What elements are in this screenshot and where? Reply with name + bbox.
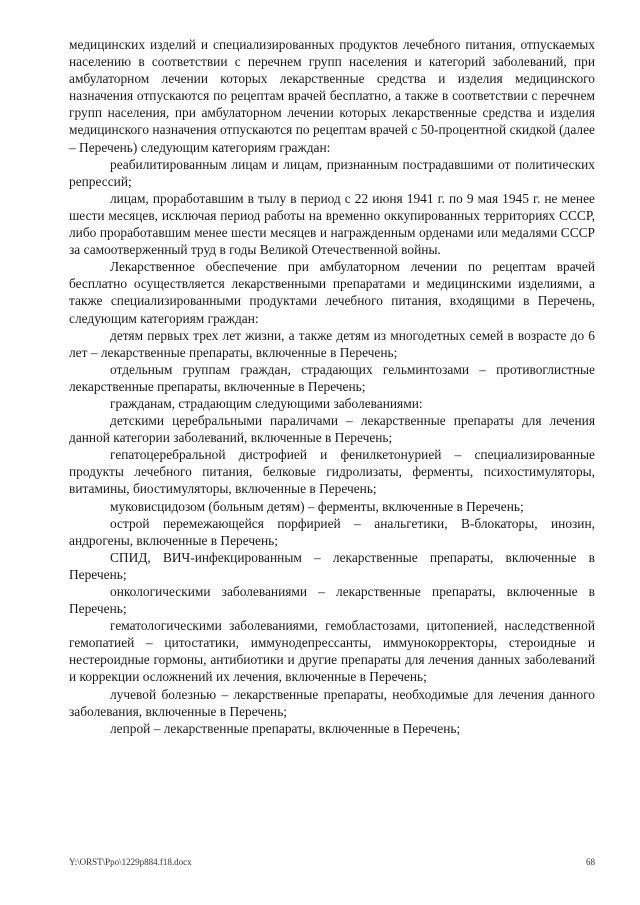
paragraph-5: детям первых трех лет жизни, а также детям из многодетных семей в возрасте до 6 лет – лекарственные препараты, включенные в Перечень;	[69, 327, 595, 360]
paragraph-13: онкологическими заболеваниями – лекарственные препараты, включенные в Перечень;	[69, 584, 595, 617]
paragraph-1: медицинских изделий и специализированных продуктов лечебного питания, отпускаемых населению в соответствии с перечнем групп населения и категорий заболеваний, при амбулаторном лечении которых лекарственные средства и изделия медицинского назначения отпускаются по рецептам врачей бесплатно, а также в соответствии с перечнем групп населения, при амбулаторном лечении которых лекарственные средства и изделия медицинского назначения отпускаются по рецептам врачей с 50-процентной скидкой (далее – Перечень) следующим категориям граждан:	[69, 37, 595, 155]
paragraph-14: гематологическими заболеваниями, гемобластозами, цитопенией, наследственной гемопатией – цитостатики, иммунодепрессанты, иммунокорректоры, стероидные и нестероидные гормоны, антибиотики и другие препараты для лечения данных заболеваний и коррекции осложнений их лечения, включенные в Перечень;	[69, 618, 595, 685]
paragraph-16: лепрой – лекарственные препараты, включенные в Перечень;	[110, 720, 461, 736]
paragraph-3: лицам, проработавшим в тылу в период с 22 июня 1941 г. по 9 мая 1945 г. не менее шести месяцев, исключая период работы на временно оккупированных территориях СССР, либо проработавшим менее шести месяцев и награжденным орденами или медалями СССР за самоотверженный труд в годы Великой Отечественной войны.	[69, 190, 595, 258]
paragraph-15: лучевой болезнью – лекарственные препараты, необходимые для лечения данного заболевания, включенные в Перечень;	[69, 686, 595, 719]
paragraph-9: гепатоцеребральной дистрофией и фенилкетонурией – специализированные продукты лечебного питания, белковые гидролизаты, ферменты, психостимуляторы, витамины, биостимуляторы, включенные в Перечень;	[69, 447, 595, 497]
paragraph-6: отдельным группам граждан, страдающих гельминтозами – противоглистные лекарственные препараты, включенные в Перечень;	[69, 361, 595, 394]
file-path: Y:\ORST\Ppo\1229p884.f18.docx	[69, 857, 192, 867]
page-number: 68	[586, 857, 595, 867]
document-body	[69, 36, 595, 737]
page-footer	[69, 855, 595, 869]
paragraph-12: СПИД, ВИЧ-инфекцированным – лекарственные препараты, включенные в Перечень;	[69, 549, 595, 582]
paragraph-8: детскими церебральными параличами – лекарственные препараты для лечения данной категории заболеваний, включенные в Перечень;	[69, 413, 595, 446]
paragraph-2: реабилитированным лицам и лицам, признанным пострадавшими от политических репрессий;	[69, 156, 595, 189]
paragraph-11: острой перемежающейся порфирией – анальгетики, В-блокаторы, инозин, андрогены, включенные в Перечень;	[69, 515, 595, 548]
paragraph-4: Лекарственное обеспечение при амбулаторном лечении по рецептам врачей бесплатно осуществляется лекарственными препаратами и медицинскими изделиями, а также специализированными продуктами лечебного питания, входящими в Перечень, следующим категориям граждан:	[69, 259, 595, 326]
paragraph-7: гражданам, страдающим следующими заболеваниями:	[110, 395, 423, 411]
paragraph-10: муковисцидозом (больным детям) – ферменты, включенные в Перечень;	[110, 498, 524, 514]
